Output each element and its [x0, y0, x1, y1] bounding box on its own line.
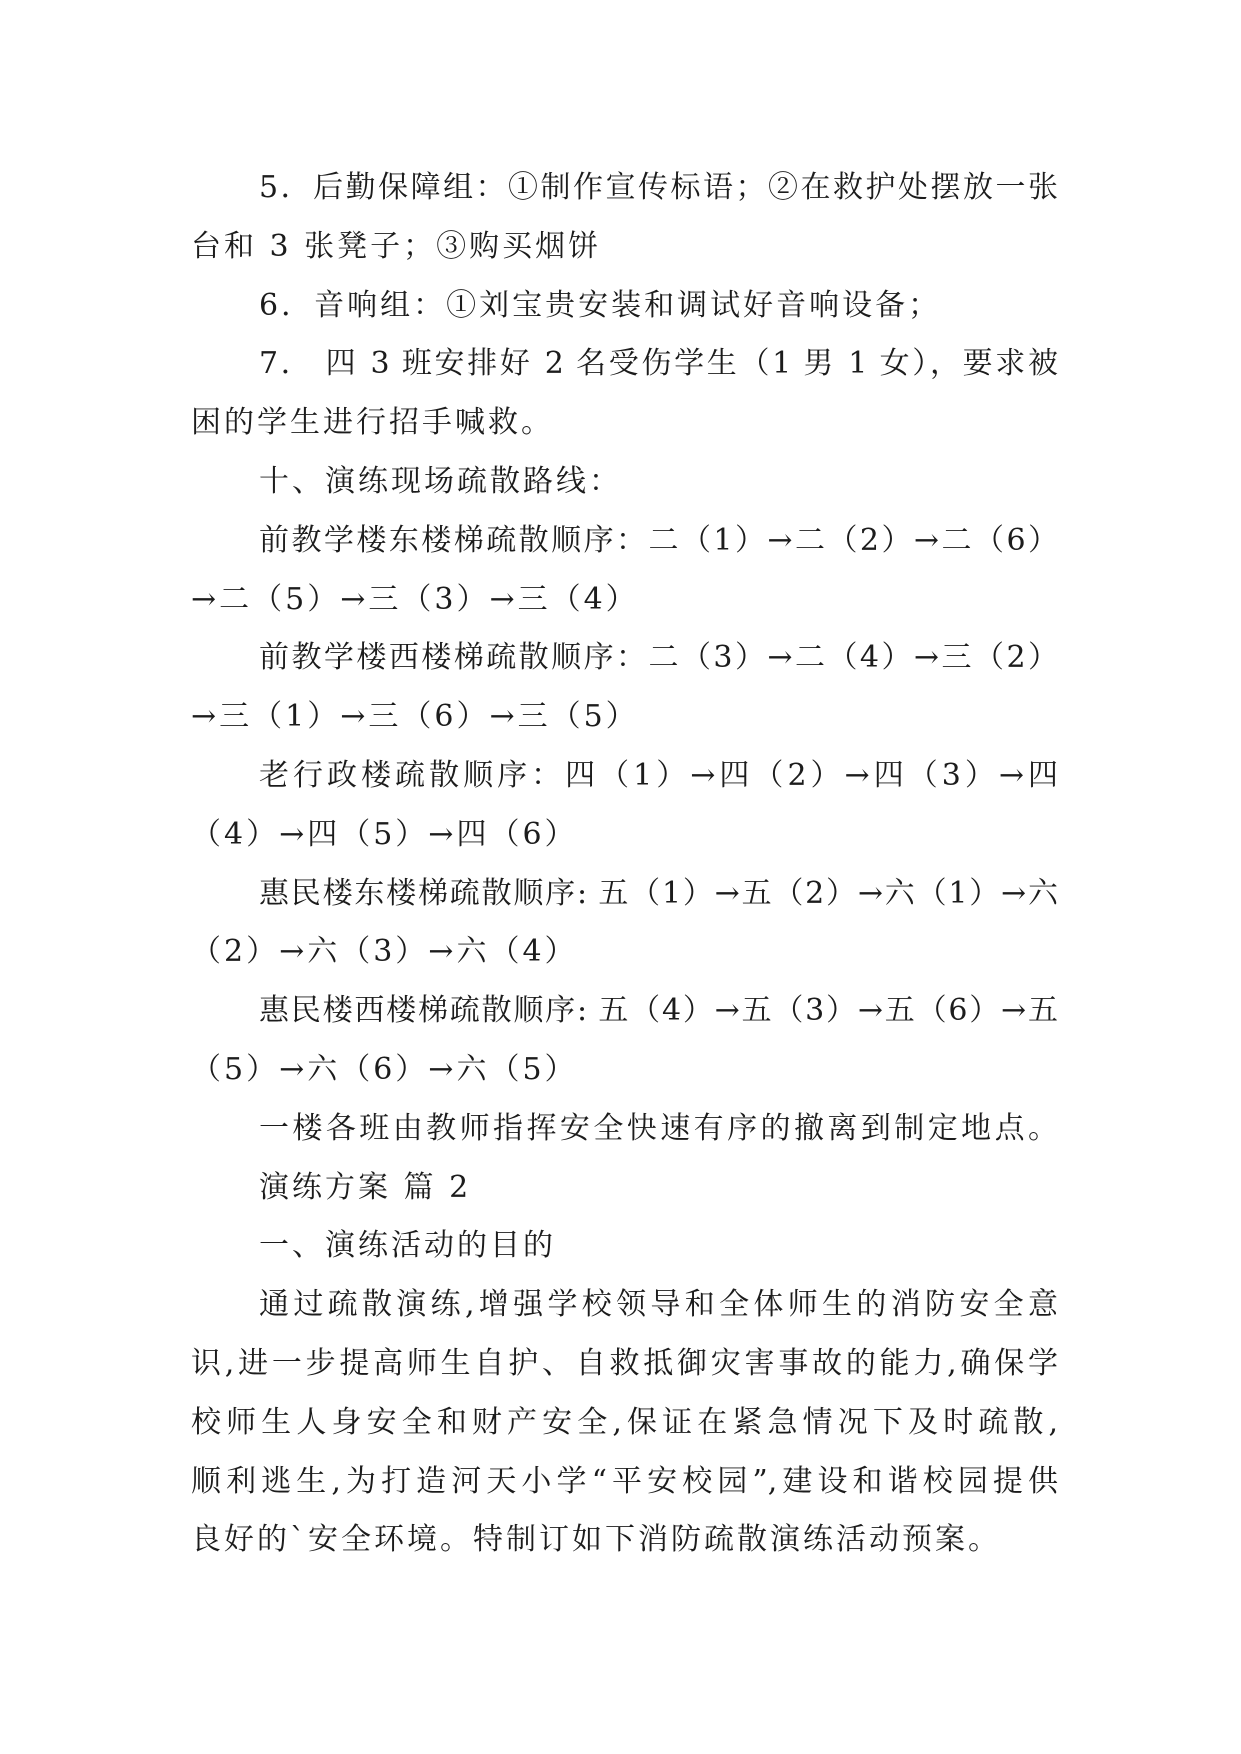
text-line: 良好的`安全环境。特制订如下消防疏散演练活动预案。	[191, 1522, 1001, 1558]
text-line: 顺利逃生,为打造河天小学“平安校园”,建设和谐校园提供	[191, 1463, 1058, 1499]
text-line: 一、演练活动的目的	[259, 1228, 556, 1264]
drill-purpose-heading	[191, 1217, 1058, 1276]
text-line: 6．音响组：①刘宝贵安装和调试好音响设备；	[259, 287, 942, 323]
logistics-group-item	[191, 159, 1058, 277]
text-line: 校师生人身安全和财产安全,保证在紧急情况下及时疏散,	[191, 1404, 1058, 1440]
huimin-building-east-stair-route	[191, 865, 1058, 983]
text-line: 惠民楼西楼梯疏散顺序: 五（4）→五（3）→五（6）→五	[259, 993, 1058, 1029]
text-line: 台和 3 张凳子；③购买烟饼	[191, 228, 602, 264]
text-line: →三（1）→三（6）→三（5）	[191, 699, 639, 735]
text-line: 7． 四 3 班安排好 2 名受伤学生（1 男 1 女），要求被	[259, 346, 1058, 382]
front-building-east-stair-route	[191, 512, 1058, 630]
huimin-building-west-stair-route	[191, 982, 1058, 1100]
text-line: 惠民楼东楼梯疏散顺序: 五（1）→五（2）→六（1）→六	[259, 875, 1058, 911]
text-line: （2）→六（3）→六（4）	[191, 934, 578, 970]
text-line: 前教学楼东楼梯疏散顺序：二（1）→二（2）→二（6）	[259, 522, 1058, 558]
front-building-west-stair-route	[191, 629, 1058, 747]
text-line: 一楼各班由教师指挥安全快速有序的撤离到制定地点。	[259, 1110, 1058, 1146]
audio-group-item	[191, 277, 1058, 336]
text-line: →二（5）→三（3）→三（4）	[191, 581, 639, 617]
text-line: 老行政楼疏散顺序：四（1）→四（2）→四（3）→四	[259, 757, 1058, 793]
text-line: 困的学生进行招手喊救。	[191, 405, 554, 441]
text-line: （5）→六（6）→六（5）	[191, 1051, 578, 1087]
document-page	[191, 159, 1058, 1570]
text-line: 前教学楼西楼梯疏散顺序：二（3）→二（4）→三（2）	[259, 640, 1058, 676]
evacuation-routes-heading	[191, 453, 1058, 512]
text-line: （4）→四（5）→四（6）	[191, 816, 578, 852]
text-line: 5．后勤保障组：①制作宣传标语；②在救护处摆放一张	[259, 170, 1058, 205]
text-line: 演练方案 篇 2	[259, 1169, 472, 1205]
plan-part-2-title	[191, 1159, 1058, 1218]
text-line: 识,进一步提高师生自护、自救抵御灾害事故的能力,确保学	[191, 1345, 1058, 1381]
text-line: 十、演练现场疏散路线：	[259, 463, 622, 499]
old-admin-building-route	[191, 747, 1058, 865]
ground-floor-note	[191, 1100, 1058, 1159]
drill-purpose-paragraph	[191, 1276, 1058, 1570]
injured-students-item	[191, 335, 1058, 453]
text-line: 通过疏散演练,增强学校领导和全体师生的消防安全意	[259, 1287, 1058, 1323]
